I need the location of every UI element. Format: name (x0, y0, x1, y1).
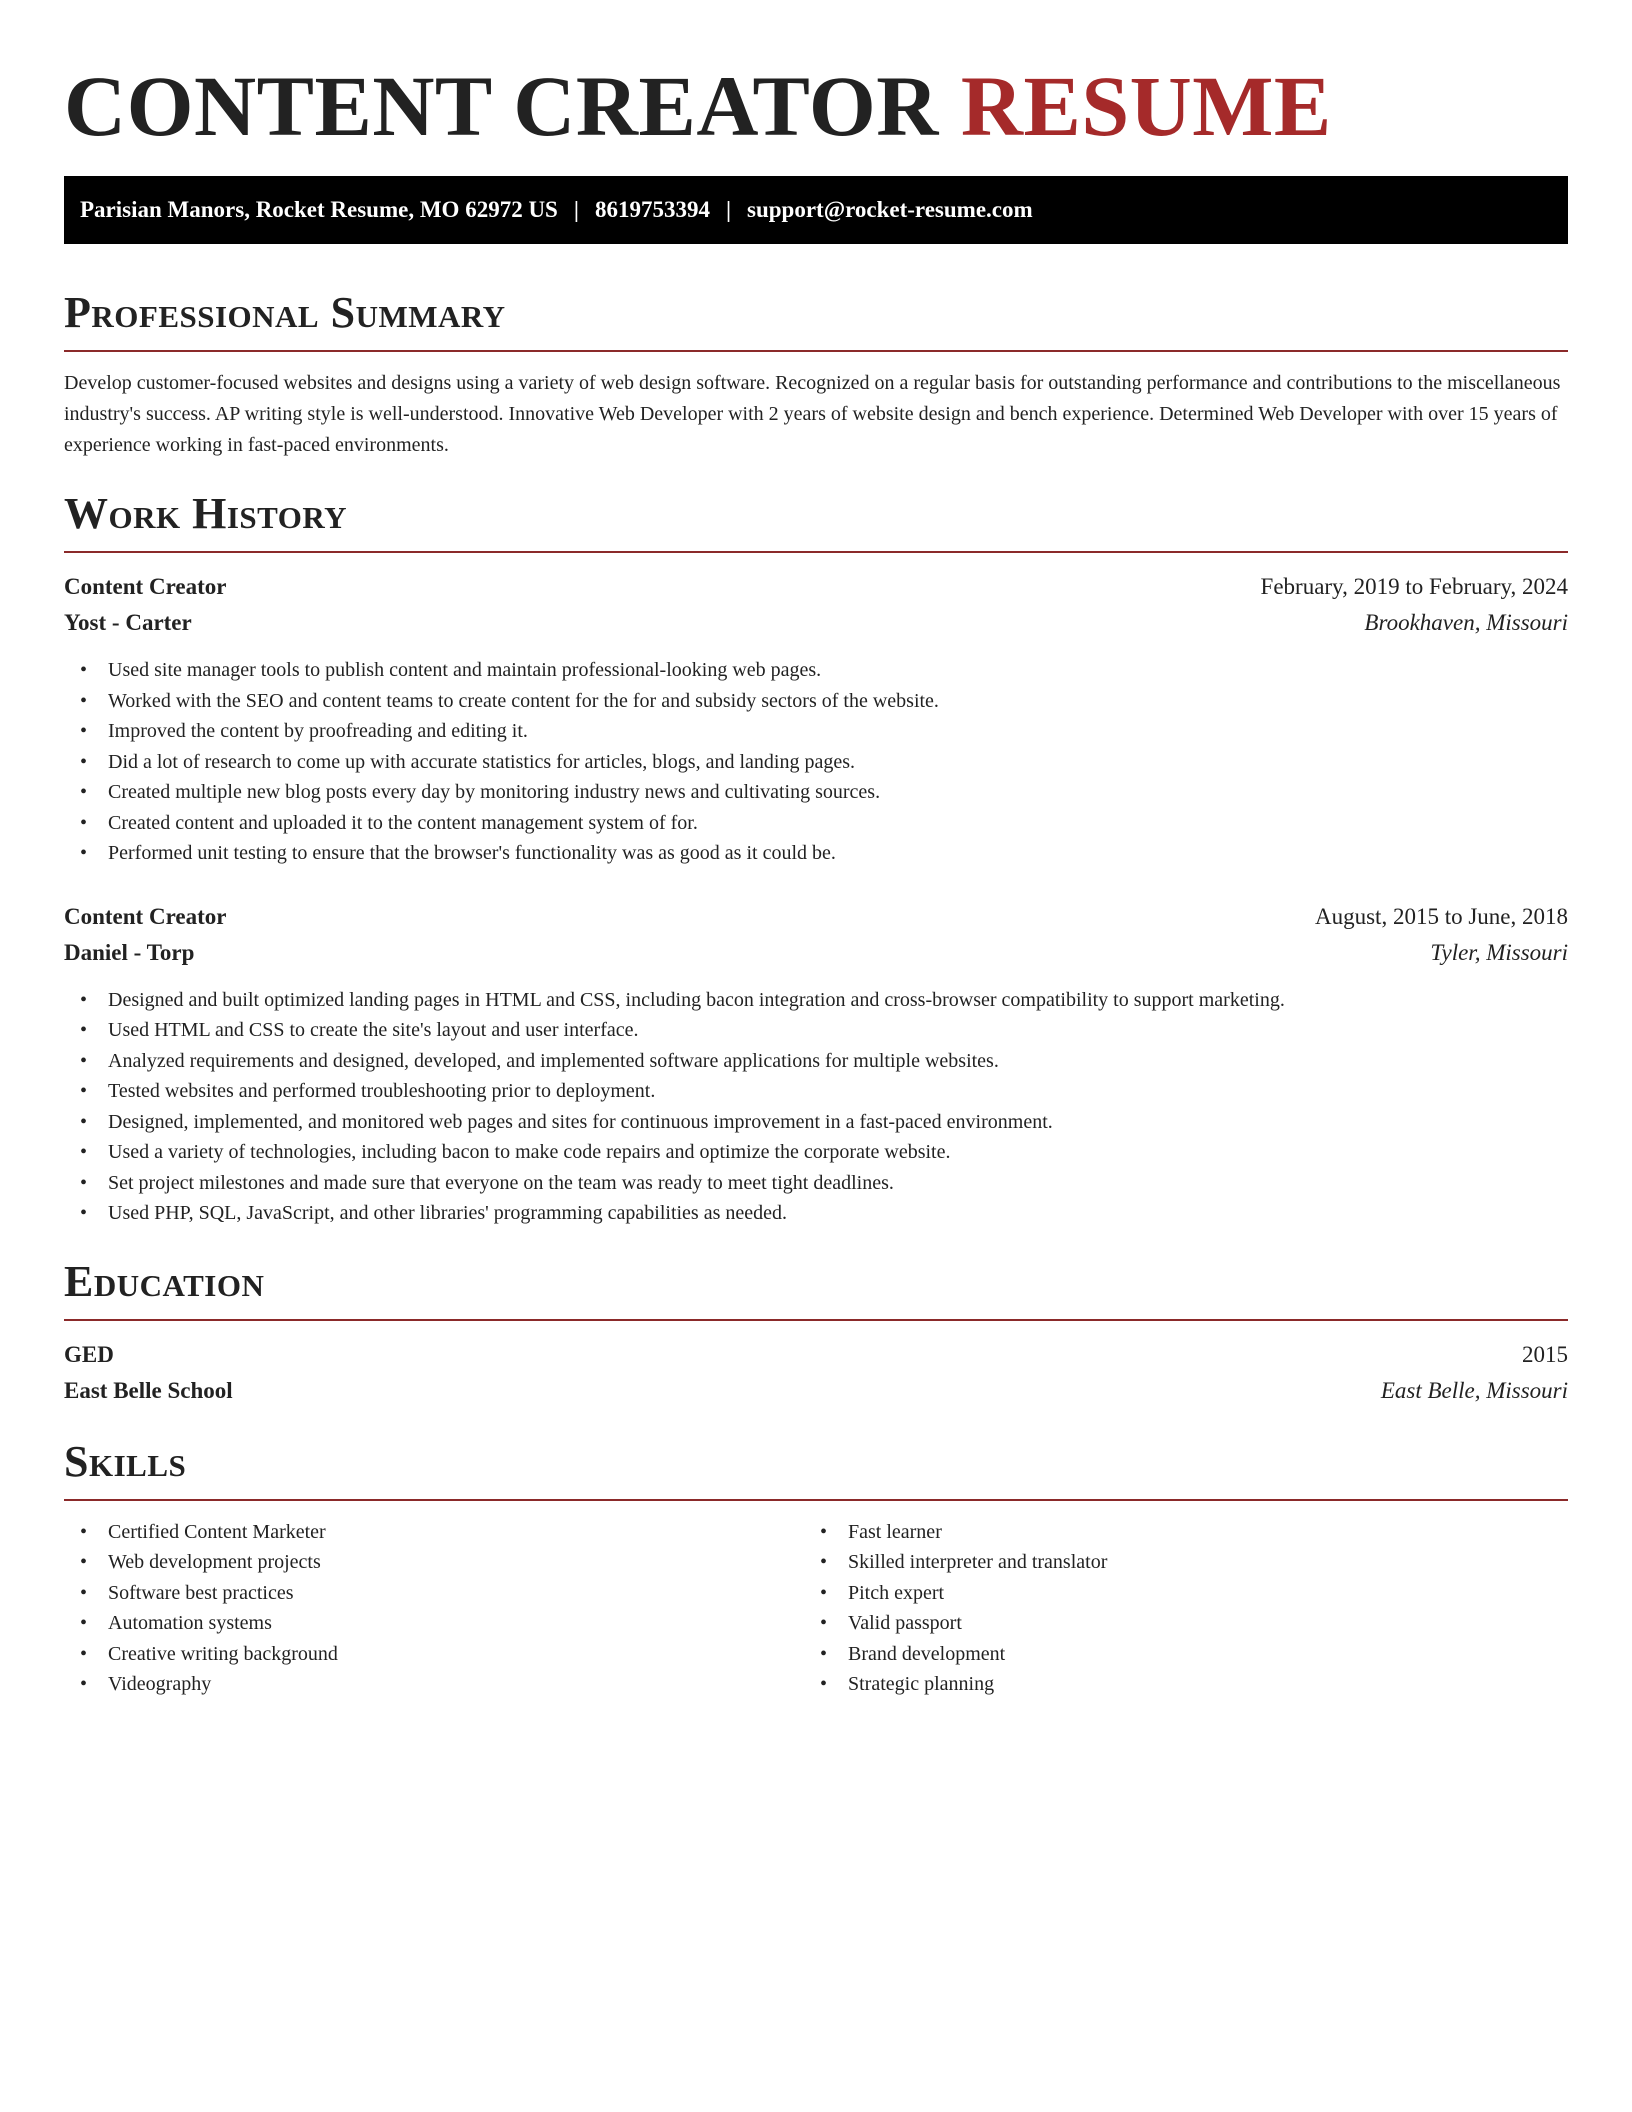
skills-grid (64, 1517, 1568, 1700)
job-bullet: • Created content and uploaded it to the content management system of for. (64, 808, 1568, 839)
job-title: Content Creator (64, 574, 227, 599)
resume-title-accent: RESUME (960, 58, 1332, 154)
job-bullet: • Worked with the SEO and content teams to create content for the for and subsidy sectors of the website. (64, 686, 1568, 717)
education-school: East Belle School (64, 1377, 233, 1403)
job-title: Content Creator (64, 903, 227, 929)
skill-item: • Brand development (804, 1639, 1544, 1670)
contact-phone: 8619753394 (594, 197, 710, 222)
skills-heading: Skills (64, 1436, 187, 1486)
education-section (64, 1257, 1568, 1409)
skill-item: • Strategic planning (804, 1669, 1544, 1700)
skills-column-right (804, 1517, 1544, 1700)
skill-item: • Creative writing background (64, 1639, 804, 1670)
job-bullet: • Designed, implemented, and monitored web pages and sites for continuous improvement in a fast-paced environment. (64, 1107, 1568, 1138)
work-history-section (64, 489, 1568, 1229)
summary-heading: Professional Summary (64, 288, 506, 337)
skills-list (64, 1517, 804, 1700)
education-year: 2015 (1522, 1341, 1568, 1367)
contact-address: Parisian Manors, Rocket Resume, MO 62972 US (80, 197, 558, 222)
skills-list (804, 1517, 1544, 1700)
education-heading: Education (64, 1256, 265, 1306)
section-divider (64, 1319, 1568, 1321)
resume-title-main: CONTENT CREATOR (64, 58, 939, 154)
education-degree: GED (64, 1341, 114, 1367)
skills-section (64, 1437, 1568, 1700)
contact-separator: | (725, 197, 732, 222)
job-bullet: • Analyzed requirements and designed, developed, and implemented software applications for multiple websites. (64, 1046, 1568, 1077)
skill-item: • Fast learner (804, 1517, 1544, 1548)
job-bullet: • Improved the content by proofreading and editing it. (64, 716, 1568, 747)
contact-email: support@rocket-resume.com (747, 197, 1033, 222)
job-location: Tyler, Missouri (1430, 939, 1568, 965)
job-bullet: • Used HTML and CSS to create the site's layout and user interface. (64, 1015, 1568, 1046)
job-entry (64, 569, 1568, 869)
resume-title (64, 56, 1568, 156)
job-bullet: • Tested websites and performed troubleshooting prior to deployment. (64, 1076, 1568, 1107)
job-bullet: • Created multiple new blog posts every day by monitoring industry news and cultivating sources. (64, 777, 1568, 808)
job-entry (64, 899, 1568, 1229)
job-dates: August, 2015 to June, 2018 (1315, 903, 1568, 929)
job-bullet: • Did a lot of research to come up with accurate statistics for articles, blogs, and landing pages. (64, 747, 1568, 778)
skill-item: • Valid passport (804, 1608, 1544, 1639)
skills-column-left (64, 1517, 804, 1700)
skill-item: • Web development projects (64, 1547, 804, 1578)
section-divider (64, 350, 1568, 352)
work-history-heading: Work History (64, 489, 348, 538)
education-location: East Belle, Missouri (1380, 1377, 1568, 1403)
summary-section (64, 288, 1568, 461)
summary-text: Develop customer-focused websites and designs using a variety of web design software. Recognized on a regular basis for outstanding performance and contributions to the miscellaneous industry's success. AP writing style is well-understood. Innovative Web Developer with 2 years of website design and bench experience. Determined Web Developer with over 15 years of experience working in fast-paced environments. (64, 372, 1561, 456)
section-divider (64, 551, 1568, 553)
skill-item: • Certified Content Marketer (64, 1517, 804, 1548)
contact-separator: | (573, 197, 579, 222)
job-location: Brookhaven, Missouri (1364, 610, 1568, 635)
skill-item: • Automation systems (64, 1608, 804, 1639)
job-company: Yost - Carter (64, 610, 192, 635)
job-bullet: • Performed unit testing to ensure that the browser's functionality was as good as it could be. (64, 838, 1568, 869)
job-bullets (64, 985, 1568, 1229)
job-bullet: • Set project milestones and made sure that everyone on the team was ready to meet tight deadlines. (64, 1168, 1568, 1199)
skill-item: • Software best practices (64, 1578, 804, 1609)
job-bullet: • Used a variety of technologies, including bacon to make code repairs and optimize the corporate website. (64, 1137, 1568, 1168)
skill-item: • Skilled interpreter and translator (804, 1547, 1544, 1578)
job-dates: February, 2019 to February, 2024 (1260, 574, 1568, 599)
job-bullet: • Used PHP, SQL, JavaScript, and other libraries' programming capabilities as needed. (64, 1198, 1568, 1229)
section-divider (64, 1499, 1568, 1501)
job-bullet: • Designed and built optimized landing pages in HTML and CSS, including bacon integration and cross-browser compatibility to support marketing. (64, 985, 1568, 1016)
skill-item: • Pitch expert (804, 1578, 1544, 1609)
skill-item: • Videography (64, 1669, 804, 1700)
job-bullets (64, 655, 1568, 869)
job-bullet: • Used site manager tools to publish content and maintain professional-looking web pages. (64, 655, 1568, 686)
job-company: Daniel - Torp (64, 939, 195, 965)
contact-bar (64, 176, 1568, 244)
resume-page (64, 56, 1568, 1700)
